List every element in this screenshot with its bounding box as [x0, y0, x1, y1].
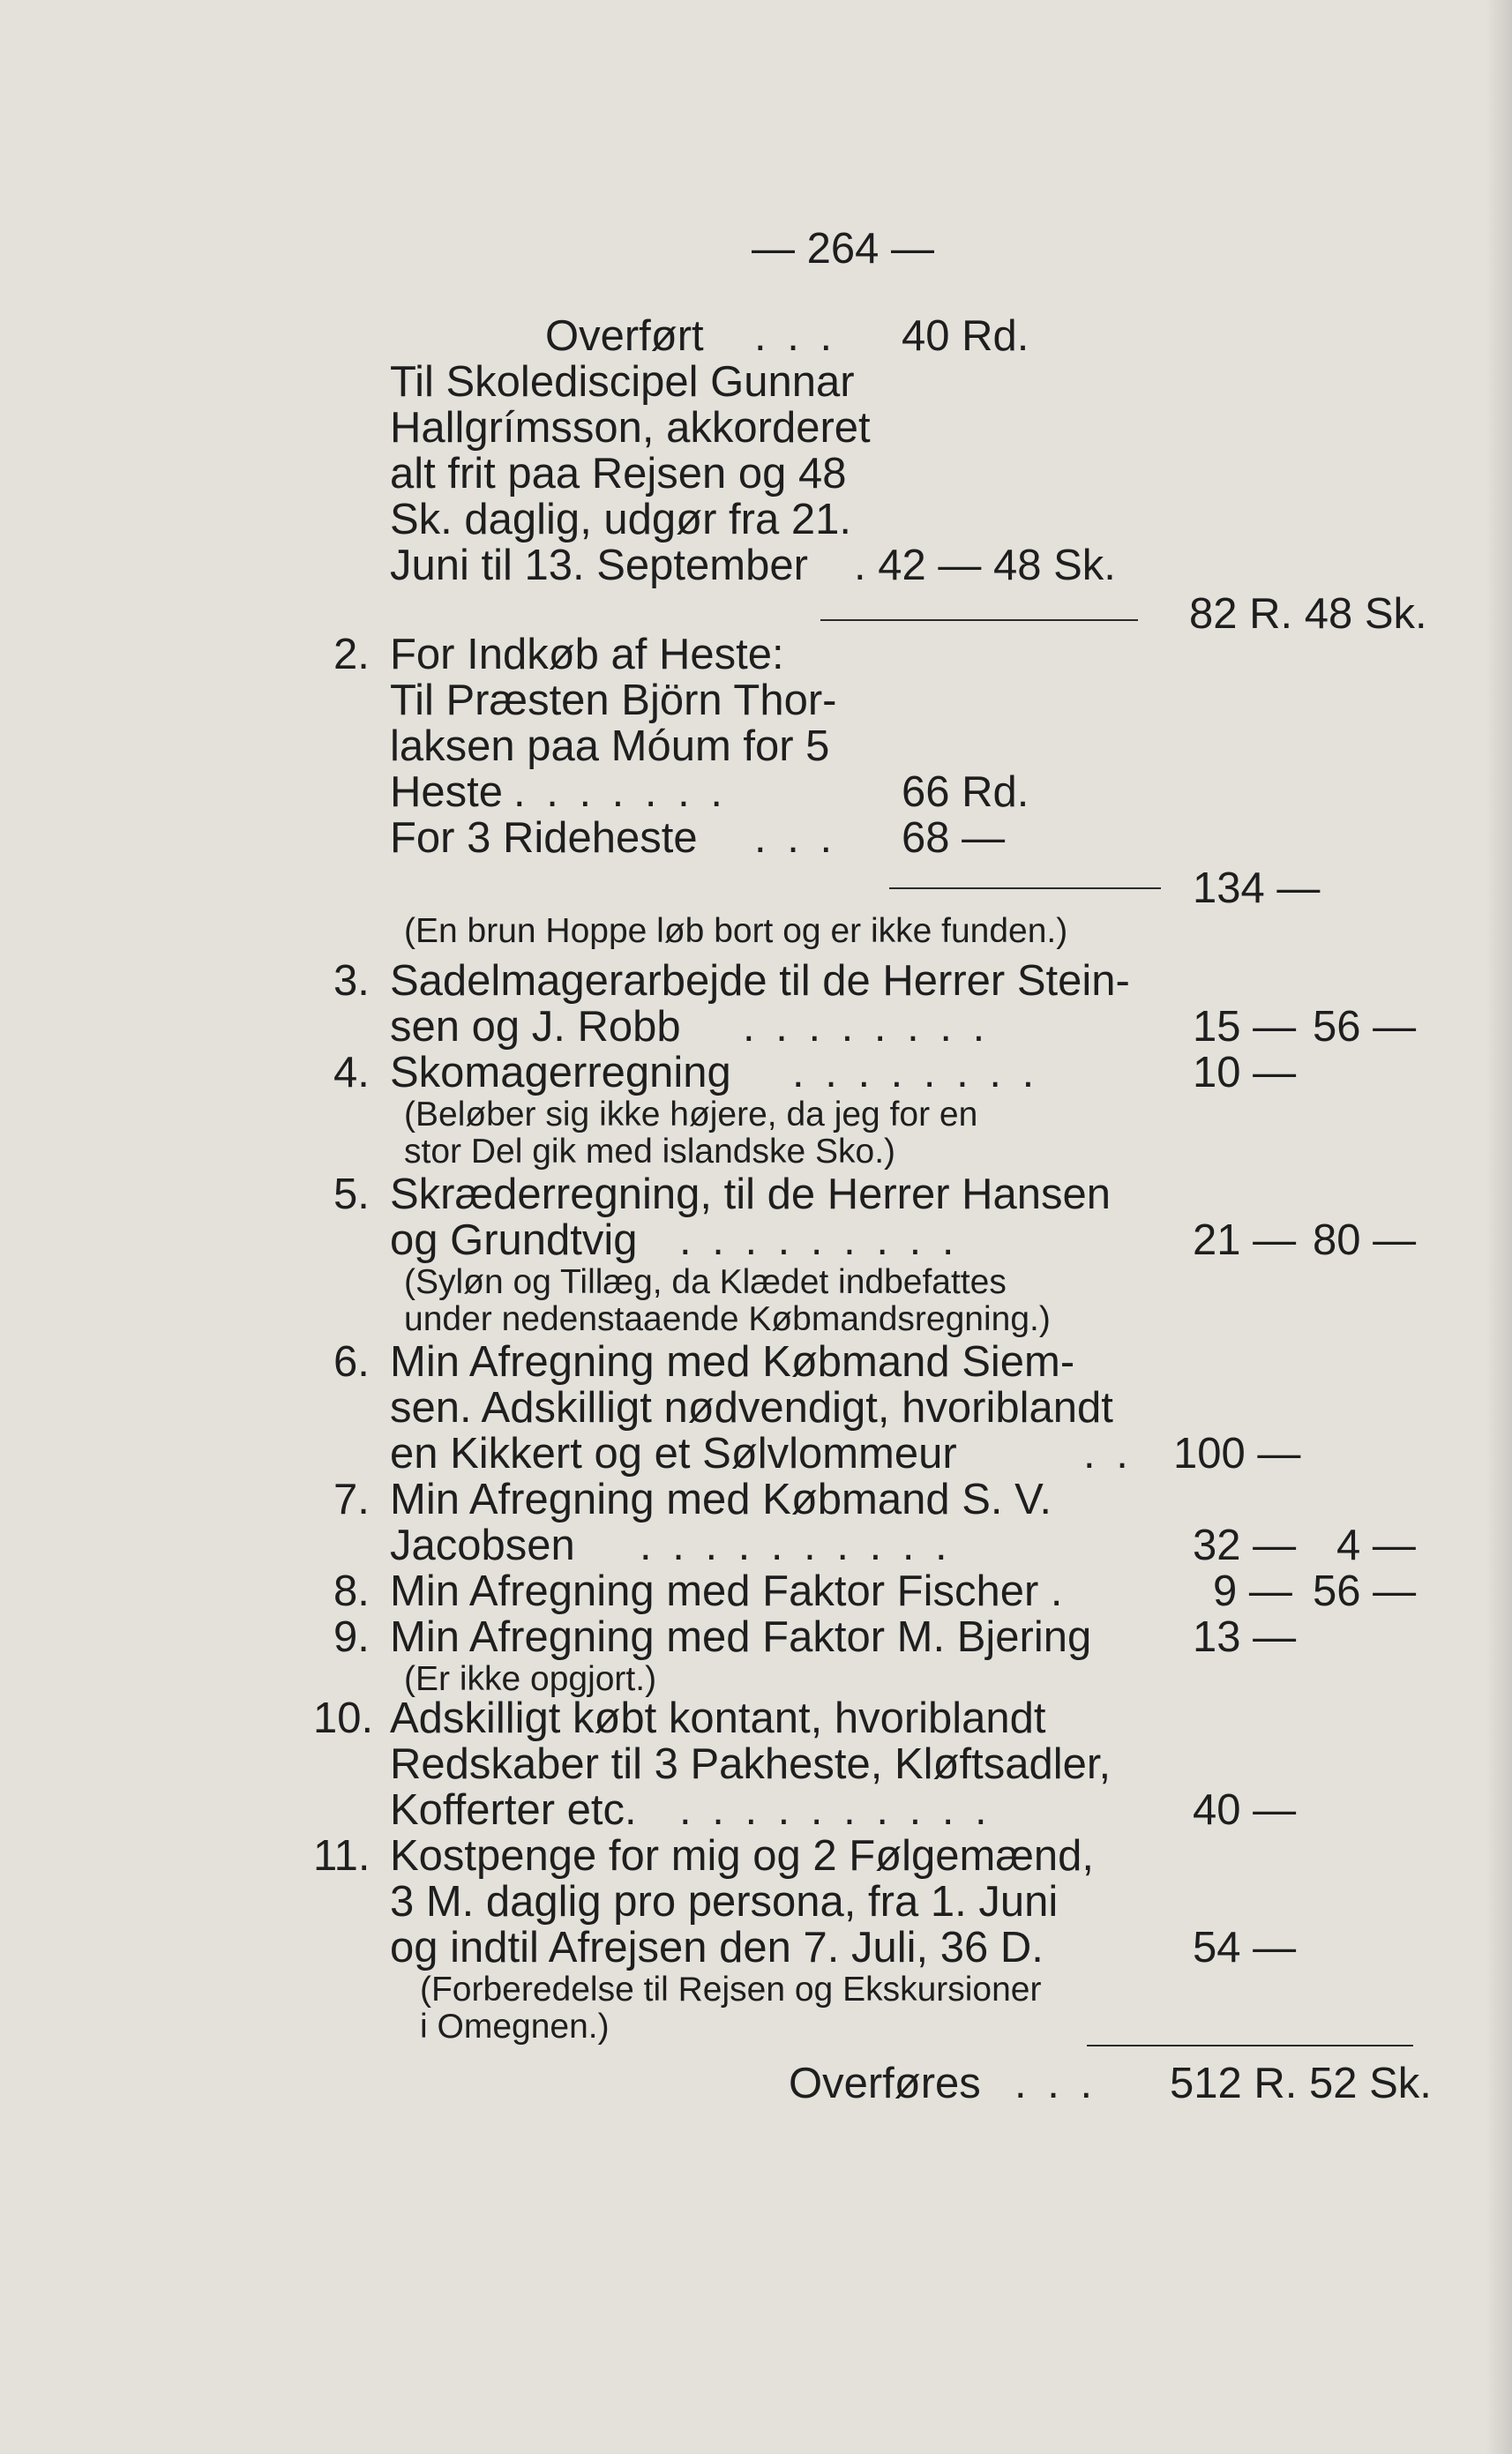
- item4-note-1: (Beløber sig ikke højere, da jeg for en: [404, 1096, 978, 1133]
- item7-line-1: Min Afregning med Købmand S. V.: [390, 1476, 1052, 1523]
- item2-riding-amount: 68 —: [902, 814, 1006, 862]
- item9-label: Min Afregning med Faktor M. Bjering: [390, 1613, 1092, 1661]
- total-rule: [1087, 2045, 1413, 2046]
- item10-line-2: Redskaber til 3 Pakheste, Kløftsadler,: [390, 1740, 1112, 1788]
- carried-forward-dots: . . .: [1014, 2060, 1097, 2107]
- item2-line-1: For Indkøb af Heste:: [390, 631, 784, 678]
- item10-rd: 40 —: [1193, 1786, 1297, 1834]
- item5-number: 5.: [333, 1171, 370, 1218]
- item11-rd: 54 —: [1193, 1924, 1297, 1971]
- item7-number: 7.: [333, 1476, 370, 1523]
- item2-note: (En brun Hoppe løb bort og er ikke funden.): [404, 912, 1068, 950]
- item3-line-2: sen og J. Robb: [390, 1003, 681, 1051]
- student-line-5: Juni til 13. September: [390, 542, 808, 589]
- item3-sk: 56 —: [1313, 1003, 1417, 1051]
- item6-line-2: sen. Adskilligt nødvendigt, hvoriblandt: [390, 1384, 1113, 1432]
- item2-line-2: Til Præsten Björn Thor-: [390, 677, 837, 724]
- item8-label: Min Afregning med Faktor Fischer .: [390, 1567, 1063, 1615]
- item3-dots: . . . . . . . .: [743, 1003, 990, 1051]
- item3-line-1: Sadelmagerarbejde til de Herrer Stein-: [390, 957, 1130, 1005]
- student-amount: . 42 — 48 Sk.: [854, 542, 1116, 589]
- item8-sk: 56 —: [1313, 1567, 1417, 1615]
- page-edge-shadow: [1486, 0, 1512, 2454]
- item11-number: 11.: [313, 1832, 371, 1880]
- subtotal-rule-2: [889, 887, 1161, 889]
- item11-line-2: 3 M. daglig pro persona, fra 1. Juni: [390, 1878, 1059, 1926]
- item8-number: 8.: [333, 1567, 370, 1615]
- item2-horses-dots: . . . . . . .: [513, 768, 727, 816]
- item2-riding-label: For 3 Rideheste: [390, 814, 698, 862]
- item9-note: (Er ikke opgjort.): [404, 1660, 657, 1698]
- item7-sk: 4 —: [1336, 1522, 1416, 1569]
- item7-line-2: Jacobsen: [390, 1522, 575, 1569]
- item10-line-3: Kofferter etc.: [390, 1786, 637, 1834]
- item4-label: Skomagerregning: [390, 1049, 731, 1096]
- item4-number: 4.: [333, 1049, 370, 1096]
- subtotal-rule-1: [820, 619, 1138, 621]
- item11-line-1: Kostpenge for mig og 2 Følgemænd,: [390, 1832, 1095, 1880]
- item6-line-3: en Kikkert og et Sølvlommeur: [390, 1430, 957, 1478]
- item2-horses-label: Heste: [390, 768, 504, 816]
- item2-riding-dots: . . .: [754, 814, 837, 862]
- item11-note-1: (Forberedelse til Rejsen og Ekskursioner: [420, 1971, 1042, 2009]
- item4-dots: . . . . . . . .: [792, 1049, 1039, 1096]
- student-line-3: alt frit paa Rejsen og 48: [390, 450, 847, 498]
- carried-forward-amount: 512 R. 52 Sk.: [1170, 2060, 1432, 2107]
- item7-rd: 32 —: [1193, 1522, 1297, 1569]
- item9-rd: 13 —: [1193, 1613, 1297, 1661]
- item5-rd: 21 —: [1193, 1216, 1297, 1264]
- item10-number: 10.: [313, 1695, 374, 1742]
- item5-note-2: under nedenstaaende Købmandsregning.): [404, 1300, 1051, 1338]
- item5-sk: 80 —: [1313, 1216, 1417, 1264]
- item6-number: 6.: [333, 1338, 370, 1386]
- item3-number: 3.: [333, 957, 370, 1005]
- item7-dots: . . . . . . . . . .: [640, 1522, 952, 1569]
- item5-line-2: og Grundtvig: [390, 1216, 638, 1264]
- item10-line-1: Adskilligt købt kontant, hvoriblandt: [390, 1695, 1046, 1742]
- item8-rd: 9 —: [1213, 1567, 1292, 1615]
- item1-total: 82 R. 48 Sk.: [1189, 590, 1427, 638]
- item6-line-1: Min Afregning med Købmand Siem-: [390, 1338, 1075, 1386]
- carried-over-amount: 40 Rd.: [902, 312, 1029, 360]
- item4-note-2: stor Del gik med islandske Sko.): [404, 1133, 896, 1171]
- item5-note-1: (Syløn og Tillæg, da Klædet indbefattes: [404, 1263, 1007, 1301]
- item3-rd: 15 —: [1193, 1003, 1297, 1051]
- student-line-2: Hallgrímsson, akkorderet: [390, 404, 871, 452]
- item2-total: 134 —: [1193, 864, 1321, 912]
- item6-rd: 100 —: [1173, 1430, 1301, 1478]
- carried-over-dots: . . .: [754, 312, 837, 360]
- item10-dots: . . . . . . . . . .: [679, 1786, 992, 1834]
- item2-number: 2.: [333, 631, 370, 678]
- carried-over-label: Overført: [545, 312, 704, 360]
- page-number: — 264 —: [752, 225, 934, 273]
- student-line-1: Til Skolediscipel Gunnar: [390, 358, 855, 406]
- item4-rd: 10 —: [1193, 1049, 1297, 1096]
- item11-note-2: i Omegnen.): [420, 2008, 610, 2046]
- carried-forward-label: Overføres: [789, 2060, 981, 2107]
- item2-line-3: laksen paa Móum for 5: [390, 722, 830, 770]
- item5-dots: . . . . . . . . .: [679, 1216, 959, 1264]
- item6-dots: . .: [1083, 1430, 1133, 1478]
- item2-horses-amount: 66 Rd.: [902, 768, 1029, 816]
- student-line-4: Sk. daglig, udgør fra 21.: [390, 496, 851, 543]
- item5-line-1: Skræderregning, til de Herrer Hansen: [390, 1171, 1112, 1218]
- item9-number: 9.: [333, 1613, 370, 1661]
- item11-line-3: og indtil Afrejsen den 7. Juli, 36 D.: [390, 1924, 1044, 1971]
